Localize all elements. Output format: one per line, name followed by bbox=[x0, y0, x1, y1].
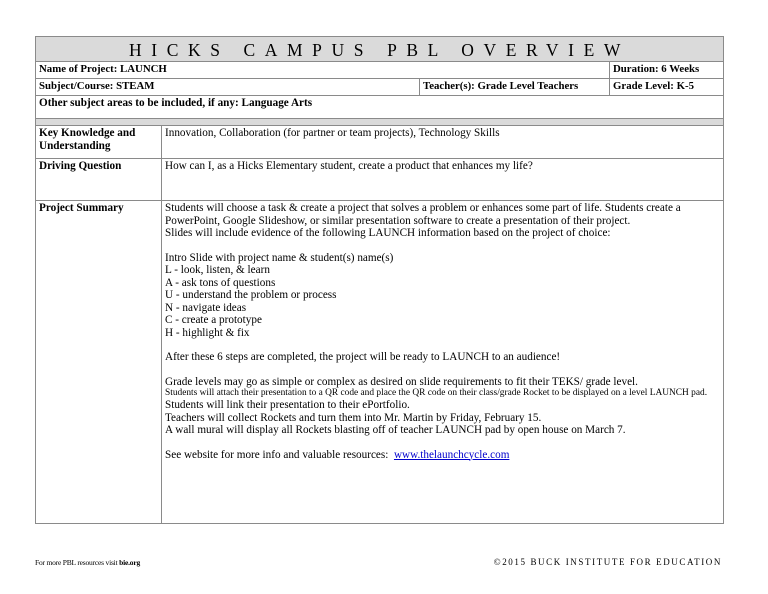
summary-rockets: Teachers will collect Rockets and turn them into Mr. Martin by Friday, February 15. bbox=[165, 411, 542, 424]
duration-value: 6 Weeks bbox=[661, 63, 700, 75]
launch-step: H - highlight & fix bbox=[165, 326, 250, 339]
duration-label: Duration: bbox=[613, 63, 659, 75]
summary-qr-code: Students will attach their presentation to a QR code and place the QR code on their class/grade Rocket to be displayed on a level LAUNCH pad. bbox=[165, 388, 708, 398]
footer-bie-link[interactable]: bie.org bbox=[119, 558, 141, 567]
other-subjects-value: Language Arts bbox=[241, 97, 313, 109]
summary-eportfolio: Students will link their presentation to their ePortfolio. bbox=[165, 399, 410, 411]
project-name-label: Name of Project: bbox=[39, 63, 118, 75]
teacher-label: Teacher(s): bbox=[423, 80, 475, 92]
summary-intro: Students will choose a task & create a project that solves a problem or enhances some part of life. Students create a PowerPoint, Google Slideshow, or similar presentation software to create a presentation of their project. bbox=[165, 202, 681, 227]
grade-level-cell bbox=[610, 79, 724, 96]
summary-evidence: Slides will include evidence of the following LAUNCH information based on the project of choice: bbox=[165, 227, 611, 239]
website-link[interactable]: www.thelaunchcycle.com bbox=[393, 448, 510, 461]
project-name-cell bbox=[36, 62, 610, 79]
pbl-overview-table bbox=[35, 36, 724, 524]
other-subjects-label: Other subject areas to be included, if any: bbox=[39, 97, 239, 109]
key-knowledge-label: Key Knowledge and Understanding bbox=[36, 126, 162, 159]
launch-step: U - understand the problem or process bbox=[165, 289, 337, 301]
summary-intro-slide: Intro Slide with project name & student(s) name(s) bbox=[165, 251, 394, 264]
grade-level-value: K-5 bbox=[676, 80, 694, 92]
footer-copyright: ©2015 BUCK INSTITUTE FOR EDUCATION bbox=[493, 557, 722, 567]
summary-website bbox=[165, 449, 720, 462]
launch-step: C - create a prototype bbox=[165, 314, 262, 326]
teacher-cell bbox=[420, 79, 610, 96]
key-knowledge-content: Innovation, Collaboration (for partner or team projects), Technology Skills bbox=[162, 126, 724, 159]
footer-resources-text: For more PBL resources visit bbox=[35, 558, 118, 567]
teacher-value: Grade Level Teachers bbox=[477, 80, 579, 92]
launch-step: N - navigate ideas bbox=[165, 301, 247, 314]
subject-cell bbox=[36, 79, 420, 96]
driving-question-content: How can I, as a Hicks Elementary student, create a product that enhances my life? bbox=[162, 159, 724, 201]
summary-mural: A wall mural will display all Rockets blasting off of teacher LAUNCH pad by open house on March 7. bbox=[165, 424, 626, 436]
project-name-value: LAUNCH bbox=[120, 63, 167, 75]
summary-grade-levels: Grade levels may go as simple or complex as desired on slide requirements to fit their TEKS/ grade level. bbox=[165, 375, 638, 388]
summary-after-steps: After these 6 steps are completed, the project will be ready to LAUNCH to an audience! bbox=[165, 351, 561, 363]
launch-step: L - look, listen, & learn bbox=[165, 264, 270, 276]
website-text: See website for more info and valuable resources: bbox=[165, 448, 389, 461]
driving-question-label: Driving Question bbox=[36, 159, 162, 201]
subject-value: STEAM bbox=[116, 80, 155, 92]
launch-step: A - ask tons of questions bbox=[165, 276, 276, 289]
grade-level-label: Grade Level: bbox=[613, 80, 674, 92]
duration-cell bbox=[610, 62, 724, 79]
project-summary-label: Project Summary bbox=[36, 201, 162, 524]
project-summary-content bbox=[162, 201, 724, 524]
other-subjects-cell bbox=[36, 96, 724, 119]
subject-label: Subject/Course: bbox=[39, 80, 114, 92]
document-title: HICKS CAMPUS PBL OVERVIEW bbox=[36, 37, 724, 62]
section-separator bbox=[36, 119, 724, 126]
footer-resources bbox=[35, 558, 140, 567]
